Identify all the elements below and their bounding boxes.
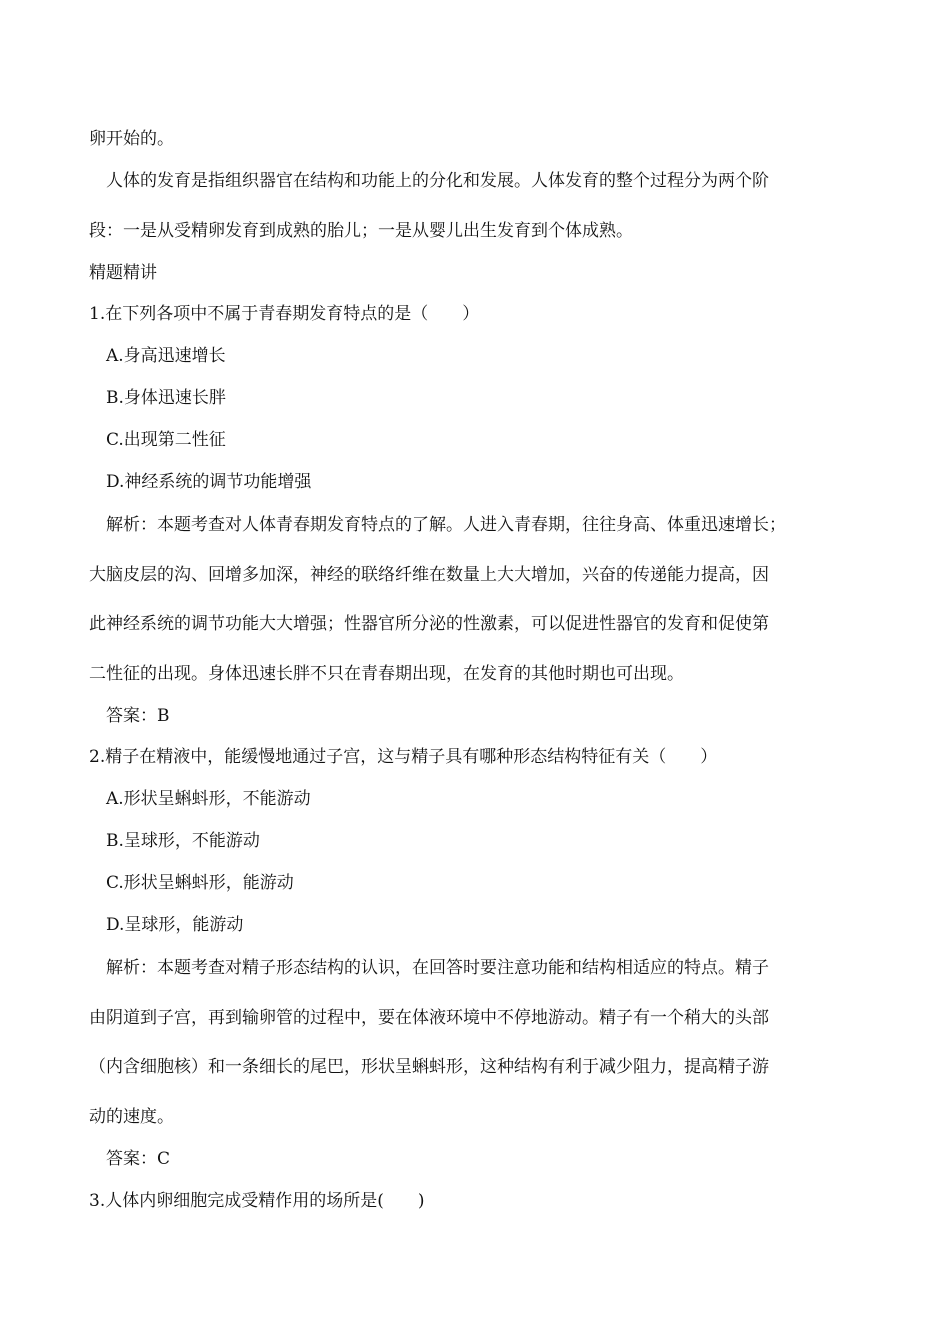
question-2-stem: 2.精子在精液中，能缓慢地通过子宫，这与精子具有哪种形态结构特征有关（ ） [89,747,718,767]
question-2-analysis-line: 由阴道到子宫，再到输卵管的过程中，要在体液环境中不停地游动。精子有一个稍大的头部 [89,1008,769,1028]
question-1-option-b: B.身体迅速长胖 [106,388,226,408]
question-2-answer: 答案：C [106,1149,171,1169]
question-1-option-c: C.出现第二性征 [106,430,226,450]
question-1-stem: 1.在下列各项中不属于青春期发育特点的是（ ） [89,304,480,324]
question-2-option-d: D.呈球形，能游动 [106,915,244,935]
question-1-analysis-line: 解析：本题考查对人体青春期发育特点的了解。人进入青春期，往往身高、体重迅速增长； [106,515,786,535]
intro-paragraph-line: 段：一是从受精卵发育到成熟的胎儿；一是从婴儿出生发育到个体成熟。 [89,221,633,241]
question-1-analysis-line: 二性征的出现。身体迅速长胖不只在青春期出现，在发育的其他时期也可出现。 [89,664,684,684]
question-2-option-c: C.形状呈蝌蚪形，能游动 [106,873,294,893]
intro-line: 卵开始的。 [89,129,174,149]
question-2-analysis-line: 动的速度。 [89,1107,174,1127]
question-1-option-d: D.神经系统的调节功能增强 [106,472,312,492]
intro-paragraph-line: 人体的发育是指组织器官在结构和功能上的分化和发展。人体发育的整个过程分为两个阶 [106,171,769,191]
question-2-analysis-line: 解析：本题考查对精子形态结构的认识，在回答时要注意功能和结构相适应的特点。精子 [106,958,769,978]
question-3-stem: 3.人体内卵细胞完成受精作用的场所是( ) [89,1191,425,1211]
question-1-answer: 答案：B [106,706,170,726]
question-1-analysis-line: 此神经系统的调节功能大大增强；性器官所分泌的性激素，可以促进性器官的发育和促使第 [89,614,769,634]
question-2-option-b: B.呈球形，不能游动 [106,831,260,851]
question-1-analysis-line: 大脑皮层的沟、回增多加深，神经的联络纤维在数量上大大增加，兴奋的传递能力提高，因 [89,565,769,585]
question-2-option-a: A.形状呈蝌蚪形，不能游动 [106,789,311,809]
section-title: 精题精讲 [89,263,157,283]
question-2-analysis-line: （内含细胞核）和一条细长的尾巴，形状呈蝌蚪形，这种结构有利于减少阻力，提高精子游 [89,1057,769,1077]
question-1-option-a: A.身高迅速增长 [106,346,226,366]
